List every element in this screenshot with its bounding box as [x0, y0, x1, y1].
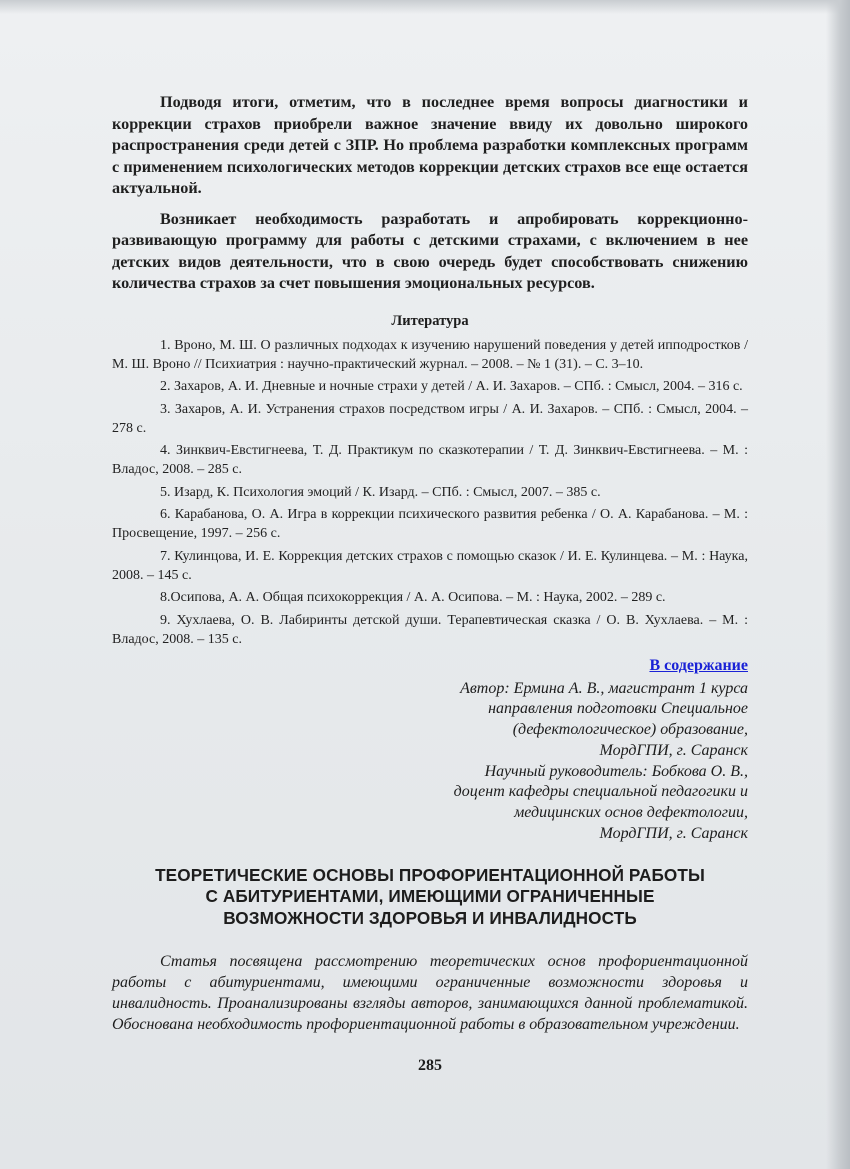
page-content [112, 92, 748, 1075]
author-block [112, 679, 748, 845]
reference-item: 3. Захаров, А. И. Устранения страхов посредством игры / А. И. Захаров. – СПб. : Смысл, 2004. – 278 с. [112, 401, 748, 436]
reference-item: 8.Осипова, А. А. Общая психокоррекция / А. А. Осипова. – М. : Наука, 2002. – 289 с. [160, 590, 666, 605]
page-shadow-right [826, 0, 850, 1169]
page-shadow-top [0, 0, 850, 14]
supervisor-line: доцент кафедры специальной педагогики и [453, 783, 748, 801]
author-line: Автор: Ермина А. В., магистрант 1 курса [460, 679, 748, 697]
author-line: (дефектологическое) образование, [512, 721, 748, 739]
title-line: ТЕОРЕТИЧЕСКИЕ ОСНОВЫ ПРОФОРИЕНТАЦИОННОЙ РАБОТЫ [155, 864, 705, 885]
author-line: МордГПИ, г. Саранск [599, 741, 748, 759]
article-abstract: Статья посвящена рассмотрению теоретических основ профориентационной работы с абитуриентами, имеющими ограниченные возможности здоровья и инвалидность. Проанализированы взгляды авторов, занимающихся данной проблематикой. Обоснована необходимость профориентационной работы в образовательном учреждении. [112, 953, 748, 1034]
title-line: С АБИТУРИЕНТАМИ, ИМЕЮЩИМИ ОГРАНИЧЕННЫЕ [205, 886, 655, 907]
supervisor-line: Научный руководитель: Бобкова О. В., [484, 762, 748, 780]
reference-item: 1. Вроно, М. Ш. О различных подходах к изучению нарушений поведения у детей ипподростков / М. Ш. Вроно // Психиатрия : научно-практический журнал. – 2008. – № 1 (31). – С. 3–10. [112, 337, 748, 372]
literature-heading: Литература [391, 312, 469, 329]
paragraph-necessity: Возникает необходимость разработать и апробировать коррекционно-развивающую программу для работы с детскими страхами, с включением в нее детских видов деятельности, что в свою очередь будет способствовать снижению количества страхов за счет повышения эмоциональных ресурсов. [112, 209, 748, 292]
page-number: 285 [418, 1057, 442, 1075]
reference-item: 2. Захаров, А. И. Дневные и ночные страхи у детей / А. И. Захаров. – СПб. : Смысл, 2004. – 316 с. [160, 379, 743, 394]
reference-item: 6. Карабанова, О. А. Игра в коррекции психического развития ребенка / О. А. Карабанова. – М. : Просвещение, 1997. – 256 с. [112, 507, 748, 541]
reference-item: 5. Изард, К. Психология эмоций / К. Изард. – СПб. : Смысл, 2007. – 385 с. [160, 484, 601, 500]
paragraph-conclusion: Подводя итоги, отметим, что в последнее время вопросы диагностики и коррекции страхов приобрели важное значение ввиду их довольно широкого распространения среди детей с ЗПР. Но проблема разработки комплексных программ с применением психологических методов коррекции детских страхов все еще остается актуальной. [112, 93, 748, 197]
author-line: направления подготовки Специальное [488, 700, 748, 718]
article-title [112, 865, 748, 930]
table-of-contents-link[interactable]: В содержание [649, 656, 748, 674]
supervisor-line: МордГПИ, г. Саранск [599, 825, 748, 843]
reference-item: 7. Кулинцова, И. Е. Коррекция детских страхов с помощью сказок / И. Е. Кулинцева. – М. : Наука, 2008. – 145 с. [112, 548, 748, 583]
supervisor-line: медицинских основ дефектологии, [514, 804, 748, 822]
reference-item: 4. Зинквич-Евстигнеева, Т. Д. Практикум по сказкотерапии / Т. Д. Зинквич-Евстигнеева. – М. : Владос, 2008. – 285 с. [112, 443, 748, 477]
reference-list [112, 336, 748, 649]
title-line: ВОЗМОЖНОСТИ ЗДОРОВЬЯ И ИНВАЛИДНОСТЬ [223, 907, 637, 928]
reference-item: 9. Хухлаева, О. В. Лабиринты детской души. Терапевтическая сказка / О. В. Хухлаева. – М. : Владос, 2008. – 135 с. [112, 612, 748, 647]
